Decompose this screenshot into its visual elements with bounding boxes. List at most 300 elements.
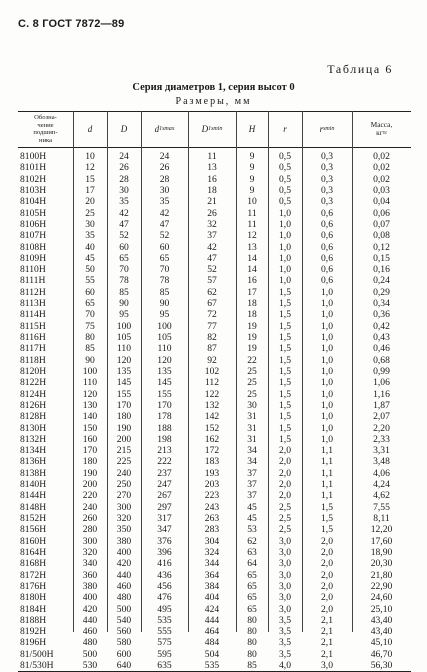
table-cell-designation: 8128H	[20, 411, 47, 423]
table-cell-H: 17	[247, 286, 257, 298]
table-cell-r: 0,5	[279, 196, 291, 208]
table-cell-mass: 0,29	[373, 286, 390, 298]
table-cell-d: 40	[85, 241, 95, 253]
table-cell-D1smin: 444	[204, 614, 220, 626]
table-cell-d: 440	[82, 614, 98, 626]
table-cell-D: 580	[116, 637, 132, 649]
table-cell-mass: 43,40	[370, 626, 393, 638]
table-cell-d1smax: 52	[159, 230, 170, 242]
table-body	[18, 151, 411, 671]
table-cell-d1smax: 317	[157, 513, 172, 524]
table-row	[18, 321, 411, 332]
table-cell-r: 0,5	[279, 162, 291, 174]
table-row	[18, 547, 411, 558]
table-cell-D1smin: 13	[207, 162, 217, 174]
table-cell-D1smin: 26	[207, 207, 217, 219]
table-cell-D: 100	[116, 320, 132, 332]
table-cell-H: 85	[247, 660, 257, 672]
table-row	[18, 208, 411, 219]
table-cell-designation: 8102H	[20, 173, 47, 185]
table-cell-d1smax: 347	[157, 524, 172, 536]
table-cell-D1smin: 122	[204, 388, 220, 400]
table-cell-D1smin: 203	[204, 479, 220, 491]
col-header-rsmin	[302, 112, 352, 146]
table-cell-rsmin: 0,6	[321, 207, 333, 219]
table-cell-mass: 1,06	[373, 377, 390, 389]
table-cell-D1smin: 57	[207, 275, 217, 287]
table-cell-designation: 8196H	[20, 637, 47, 649]
table-cell-designation: 81/500H	[20, 648, 54, 660]
table-cell-r: 1,5	[279, 388, 291, 400]
table-cell-H: 37	[247, 467, 257, 479]
table-cell-designation: 8164H	[20, 546, 47, 558]
table-cell-d1smax: 65	[159, 252, 170, 264]
table-cell-mass: 4,62	[373, 490, 390, 502]
table-cell-H: 13	[247, 241, 257, 253]
table-row	[18, 536, 411, 547]
table-cell-r: 3,0	[279, 569, 291, 581]
table-cell-d: 240	[82, 501, 98, 513]
table-cell-rsmin: 2,0	[321, 535, 333, 547]
table-cell-rsmin: 1,0	[321, 309, 333, 321]
table-cell-r: 2,0	[279, 445, 291, 457]
table-cell-d1smax: 105	[157, 332, 172, 343]
table-cell-D1smin: 535	[204, 660, 220, 672]
table-cell-designation: 8188H	[20, 614, 47, 626]
table-cell-d1smax: 170	[157, 399, 172, 411]
table-cell-designation: 8172H	[20, 569, 47, 581]
table-cell-mass: 7,55	[373, 501, 390, 513]
table-cell-designation: 8100H	[20, 151, 47, 162]
table-cell-rsmin: 1,1	[321, 445, 333, 457]
table-cell-r: 1,5	[279, 399, 291, 411]
table-cell-mass: 8,11	[373, 513, 390, 524]
table-cell-mass: 18,90	[370, 546, 393, 558]
table-cell-rsmin: 1,5	[321, 524, 333, 536]
table-cell-d: 17	[85, 184, 95, 196]
table-cell-r: 1,0	[279, 241, 291, 253]
table-cell-d: 70	[85, 309, 95, 321]
table-cell-r: 2,5	[279, 501, 291, 513]
table-cell-r: 3,0	[279, 580, 291, 592]
table-cell-d1smax: 120	[157, 354, 172, 366]
table-cell-mass: 1,16	[373, 388, 390, 400]
table-cell-r: 1,5	[279, 354, 291, 366]
table-cell-rsmin: 0,6	[321, 275, 333, 287]
table-cell-d1smax: 155	[157, 388, 172, 400]
table-cell-mass: 4,24	[373, 479, 390, 491]
table-cell-D: 560	[116, 626, 132, 638]
table-cell-mass: 20,30	[370, 558, 393, 570]
table-cell-rsmin: 1,0	[321, 433, 333, 445]
table-row	[18, 400, 411, 411]
table-row	[18, 513, 411, 524]
table-cell-mass: 0,04	[373, 196, 390, 208]
table-cell-mass: 2,20	[373, 422, 390, 434]
table-cell-d1smax: 42	[159, 207, 170, 219]
table-cell-mass: 0,06	[373, 207, 390, 219]
table-cell-D1smin: 484	[204, 637, 220, 649]
table-cell-d: 380	[82, 580, 98, 592]
table-cell-designation: 8120H	[20, 365, 47, 377]
page-header: С. 8 ГОСТ 7872—89	[18, 18, 125, 30]
table-cell-d: 340	[82, 558, 98, 570]
table-cell-d: 260	[82, 513, 98, 524]
table-cell-D1smin: 62	[207, 286, 217, 298]
table-cell-d: 200	[82, 479, 98, 491]
table-cell-r: 3,0	[279, 535, 291, 547]
table-cell-designation: 8122H	[20, 377, 47, 389]
table-cell-D1smin: 87	[207, 343, 217, 355]
table-row	[18, 524, 411, 535]
col-header-D1smin	[188, 112, 236, 146]
table-cell-designation: 8130H	[20, 422, 47, 434]
table-cell-rsmin: 1,0	[321, 399, 333, 411]
table-cell-rsmin: 2,1	[321, 637, 333, 649]
table-cell-H: 19	[247, 343, 257, 355]
table-cell-d: 170	[82, 445, 98, 457]
table-cell-d: 50	[85, 264, 95, 276]
table-cell-d1smax: 595	[157, 648, 172, 660]
table-cell-d: 180	[82, 456, 98, 468]
table-cell-D: 120	[116, 354, 132, 366]
table-cell-D: 320	[116, 513, 132, 524]
table-cell-D1smin: 263	[204, 513, 220, 524]
table-cell-D: 350	[116, 524, 132, 536]
table-cell-d1smax: 145	[157, 377, 172, 389]
table-cell-mass: 2,33	[373, 433, 390, 445]
table-cell-rsmin: 0,6	[321, 230, 333, 242]
table-cell-d1smax: 70	[159, 264, 170, 276]
table-cell-H: 34	[247, 445, 257, 457]
table-cell-d: 60	[85, 286, 95, 298]
table-cell-D1smin: 504	[204, 648, 220, 660]
table-cell-designation: 8115H	[20, 320, 46, 332]
table-cell-mass: 56,30	[370, 660, 393, 672]
table-row	[18, 309, 411, 320]
table-cell-mass: 1,87	[373, 399, 390, 411]
table-cell-D1smin: 37	[207, 230, 217, 242]
table-cell-rsmin: 0,3	[321, 173, 333, 185]
table-row	[18, 626, 411, 637]
table-cell-d: 12	[85, 162, 95, 174]
table-cell-H: 9	[249, 184, 255, 196]
table-cell-rsmin: 3,0	[321, 660, 333, 672]
table-cell-D: 380	[116, 535, 132, 547]
table-cell-H: 37	[247, 490, 257, 502]
table-cell-D: 70	[119, 264, 129, 276]
table-cell-d1smax: 135	[157, 365, 172, 377]
table-cell-D: 145	[116, 377, 132, 389]
table-cell-D: 170	[116, 399, 132, 411]
table-cell-D: 47	[119, 218, 129, 230]
table-cell-D: 105	[116, 332, 132, 343]
table-cell-rsmin: 0,6	[321, 241, 333, 253]
table-cell-r: 1,5	[279, 298, 291, 310]
table-cell-designation: 8156H	[20, 524, 47, 536]
table-cell-H: 14	[247, 252, 257, 264]
table-row	[18, 445, 411, 456]
table-cell-D1smin: 384	[204, 580, 220, 592]
table-cell-designation: 8111H	[20, 275, 46, 287]
table-cell-D: 95	[119, 309, 129, 321]
table-cell-rsmin: 1,0	[321, 365, 333, 377]
table-cell-D1smin: 47	[207, 252, 217, 264]
table-cell-mass: 3,31	[373, 445, 390, 457]
col-header-d1smax-subscript: 1smax	[159, 126, 175, 132]
table-cell-mass: 12,20	[370, 524, 393, 536]
table-cell-d: 530	[82, 660, 98, 672]
col-header-d1smax	[141, 112, 188, 146]
table-cell-r: 1,5	[279, 422, 291, 434]
table-cell-d1smax: 28	[159, 173, 170, 185]
table-cell-D1smin: 42	[207, 241, 217, 253]
table-cell-r: 2,0	[279, 490, 291, 502]
table-cell-D: 500	[116, 603, 132, 615]
table-cell-designation: 8152H	[20, 513, 47, 524]
table-cell-mass: 0,36	[373, 309, 390, 321]
table-cell-rsmin: 2,1	[321, 648, 333, 660]
table-cell-D1smin: 77	[207, 320, 217, 332]
table-cell-designation: 8106H	[20, 218, 47, 230]
table-cell-r: 1,5	[279, 377, 291, 389]
table-cell-designation: 8184H	[20, 603, 47, 615]
table-cell-d: 360	[82, 569, 98, 581]
table-cell-D1smin: 32	[207, 218, 217, 230]
table-cell-d: 280	[82, 524, 98, 536]
table-cell-rsmin: 2,0	[321, 580, 333, 592]
table-cell-H: 18	[247, 309, 257, 321]
table-cell-d: 55	[85, 275, 95, 287]
table-cell-d1smax: 436	[157, 569, 172, 581]
table-cell-H: 80	[247, 626, 257, 638]
table-cell-D1smin: 223	[204, 490, 220, 502]
table-cell-rsmin: 1,0	[321, 422, 333, 434]
table-cell-r: 1,5	[279, 286, 291, 298]
table-cell-d: 400	[82, 592, 98, 604]
table-cell-designation: 8148H	[20, 501, 47, 513]
col-header-r: r	[283, 124, 287, 134]
table-cell-d1smax: 47	[159, 218, 170, 230]
table-cell-H: 63	[247, 546, 257, 558]
table-cell-D: 42	[119, 207, 129, 219]
table-cell-mass: 0,02	[373, 173, 390, 185]
table-cell-D: 110	[116, 343, 132, 355]
table-cell-rsmin: 1,0	[321, 343, 333, 355]
table-cell-r: 2,5	[279, 513, 291, 524]
table-cell-d: 420	[82, 603, 98, 615]
table-cell-designation: 8108H	[20, 241, 47, 253]
table-cell-rsmin: 2,0	[321, 592, 333, 604]
table-cell-mass: 0,34	[373, 298, 390, 310]
table-cell-D: 35	[119, 196, 129, 208]
table-cell-H: 16	[247, 275, 257, 287]
table-cell-d: 500	[82, 648, 98, 660]
table-cell-D1smin: 344	[204, 558, 220, 570]
table-cell-H: 80	[247, 637, 257, 649]
table-cell-mass: 4,06	[373, 467, 390, 479]
table-cell-r: 4,0	[279, 660, 291, 672]
table-cell-D1smin: 11	[207, 151, 217, 162]
table-cell-D: 440	[116, 569, 132, 581]
table-cell-mass: 17,60	[370, 535, 393, 547]
table-cell-mass: 21,80	[370, 569, 393, 581]
table-cell-D: 400	[116, 546, 132, 558]
table-row	[18, 253, 411, 264]
table-row	[18, 581, 411, 592]
table-cell-rsmin: 1,0	[321, 298, 333, 310]
table-cell-r: 3,0	[279, 603, 291, 615]
table-cell-designation: 8126H	[20, 399, 47, 411]
table-cell-mass: 0,02	[373, 162, 390, 174]
table-cell-rsmin: 1,1	[321, 490, 333, 502]
table-cell-H: 31	[247, 422, 257, 434]
table-cell-mass: 0,42	[373, 320, 390, 332]
table-cell-d1smax: 476	[157, 592, 172, 604]
table-cell-r: 0,5	[279, 151, 291, 162]
table-row	[18, 660, 411, 671]
table-cell-mass: 24,60	[370, 592, 393, 604]
table-cell-D: 190	[116, 422, 132, 434]
table-cell-H: 65	[247, 569, 257, 581]
table-cell-d1smax: 30	[159, 184, 170, 196]
table-cell-r: 3,5	[279, 626, 291, 638]
table-cell-r: 1,5	[279, 320, 291, 332]
table-cell-d1smax: 237	[157, 467, 172, 479]
table-cell-mass: 0,24	[373, 275, 390, 287]
table-cell-d: 75	[85, 320, 95, 332]
table-cell-d1smax: 35	[159, 196, 170, 208]
table-cell-r: 1,0	[279, 275, 291, 287]
table-cell-D: 300	[116, 501, 132, 513]
table-cell-H: 14	[247, 264, 257, 276]
table-cell-D1smin: 364	[204, 569, 220, 581]
table-cell-H: 53	[247, 524, 257, 536]
table-row	[18, 264, 411, 275]
table-cell-designation: 8116H	[20, 332, 46, 343]
table-cell-d: 150	[82, 422, 98, 434]
table-cell-mass: 45,10	[370, 637, 393, 649]
table-cell-H: 10	[247, 196, 257, 208]
table-cell-d1smax: 213	[157, 445, 172, 457]
col-header-rsmin-subscript: smin	[323, 126, 335, 132]
table-label: Таблица 6	[327, 62, 393, 76]
table-cell-D1smin: 16	[207, 173, 217, 185]
table-cell-d: 45	[85, 252, 95, 264]
table-row	[18, 468, 411, 479]
table-row	[18, 558, 411, 569]
col-header-D: D	[120, 124, 128, 134]
table-row	[18, 332, 411, 343]
table-cell-D1smin: 92	[207, 354, 217, 366]
table-cell-d: 320	[82, 546, 98, 558]
table-cell-d1smax: 100	[157, 320, 172, 332]
table-cell-d1smax: 575	[157, 637, 172, 649]
table-cell-D: 60	[119, 241, 129, 253]
table-cell-d: 100	[82, 365, 98, 377]
table-cell-rsmin: 1,0	[321, 354, 333, 366]
table-cell-rsmin: 1,0	[321, 320, 333, 332]
table-cell-d: 25	[85, 207, 95, 219]
table-cell-designation: 8176H	[20, 580, 47, 592]
table-row	[18, 502, 411, 513]
table-cell-mass: 0,16	[373, 264, 390, 276]
table-row	[18, 604, 411, 615]
table-cell-r: 1,5	[279, 343, 291, 355]
table-cell-designation: 8109H	[20, 252, 47, 264]
table-cell-D: 215	[116, 445, 132, 457]
table-cell-d: 90	[85, 354, 95, 366]
table-cell-rsmin: 2,0	[321, 603, 333, 615]
table-cell-r: 3,5	[279, 637, 291, 649]
table-cell-H: 80	[247, 614, 257, 626]
table-row	[18, 637, 411, 648]
table-cell-H: 45	[247, 513, 257, 524]
table-row	[18, 366, 411, 377]
table-cell-D1smin: 132	[204, 399, 220, 411]
table-cell-rsmin: 2,1	[321, 614, 333, 626]
table-caption: Серия диаметров 1, серия высот 0	[132, 82, 295, 93]
table-cell-d: 85	[85, 343, 95, 355]
table-row	[18, 389, 411, 400]
table-cell-H: 45	[247, 501, 257, 513]
table-cell-d1smax: 26	[159, 162, 170, 174]
table-cell-D: 78	[119, 275, 129, 287]
table-cell-H: 25	[247, 388, 257, 400]
col-header-D1smin-subscript: 1smin	[208, 126, 223, 132]
table-cell-d: 110	[82, 377, 98, 389]
table-cell-d1smax: 60	[159, 241, 170, 253]
table-cell-rsmin: 1,0	[321, 388, 333, 400]
table-cell-designation: 8132H	[20, 433, 47, 445]
table-cell-r: 1,0	[279, 264, 291, 276]
table-cell-rsmin: 0,3	[321, 151, 333, 162]
table-cell-r: 1,5	[279, 365, 291, 377]
table-row	[18, 162, 411, 173]
table-row	[18, 592, 411, 603]
table-cell-D1smin: 142	[204, 411, 220, 423]
table-cell-rsmin: 0,6	[321, 264, 333, 276]
table-row	[18, 411, 411, 422]
table-cell-D: 600	[116, 648, 132, 660]
table-cell-H: 9	[249, 162, 255, 174]
table-row	[18, 275, 411, 286]
col-header-D1smin-base: D	[201, 124, 209, 134]
table-row	[18, 298, 411, 309]
table-cell-rsmin: 0,3	[321, 184, 333, 196]
table-cell-r: 2,5	[279, 524, 291, 536]
table-cell-designation: 8103H	[20, 184, 47, 196]
table-cell-D1smin: 283	[204, 524, 220, 536]
table-cell-D1smin: 183	[204, 456, 220, 468]
table-cell-designation: 8140H	[20, 479, 47, 491]
table-cell-D: 250	[116, 479, 132, 491]
table-cell-rsmin: 2,0	[321, 546, 333, 558]
table-cell-H: 30	[247, 399, 257, 411]
table-cell-D1smin: 324	[204, 546, 220, 558]
table-cell-d1smax: 85	[159, 286, 170, 298]
table-cell-r: 3,0	[279, 592, 291, 604]
table-cell-D1smin: 404	[204, 592, 220, 604]
table-cell-d1smax: 247	[157, 479, 172, 491]
table-cell-D: 460	[116, 580, 132, 592]
table-cell-H: 19	[247, 332, 257, 343]
table-cell-designation: 8101H	[20, 162, 47, 174]
table-cell-H: 22	[247, 354, 257, 366]
table-cell-designation: 8160H	[20, 535, 47, 547]
table-row	[18, 434, 411, 445]
table-row	[18, 196, 411, 207]
